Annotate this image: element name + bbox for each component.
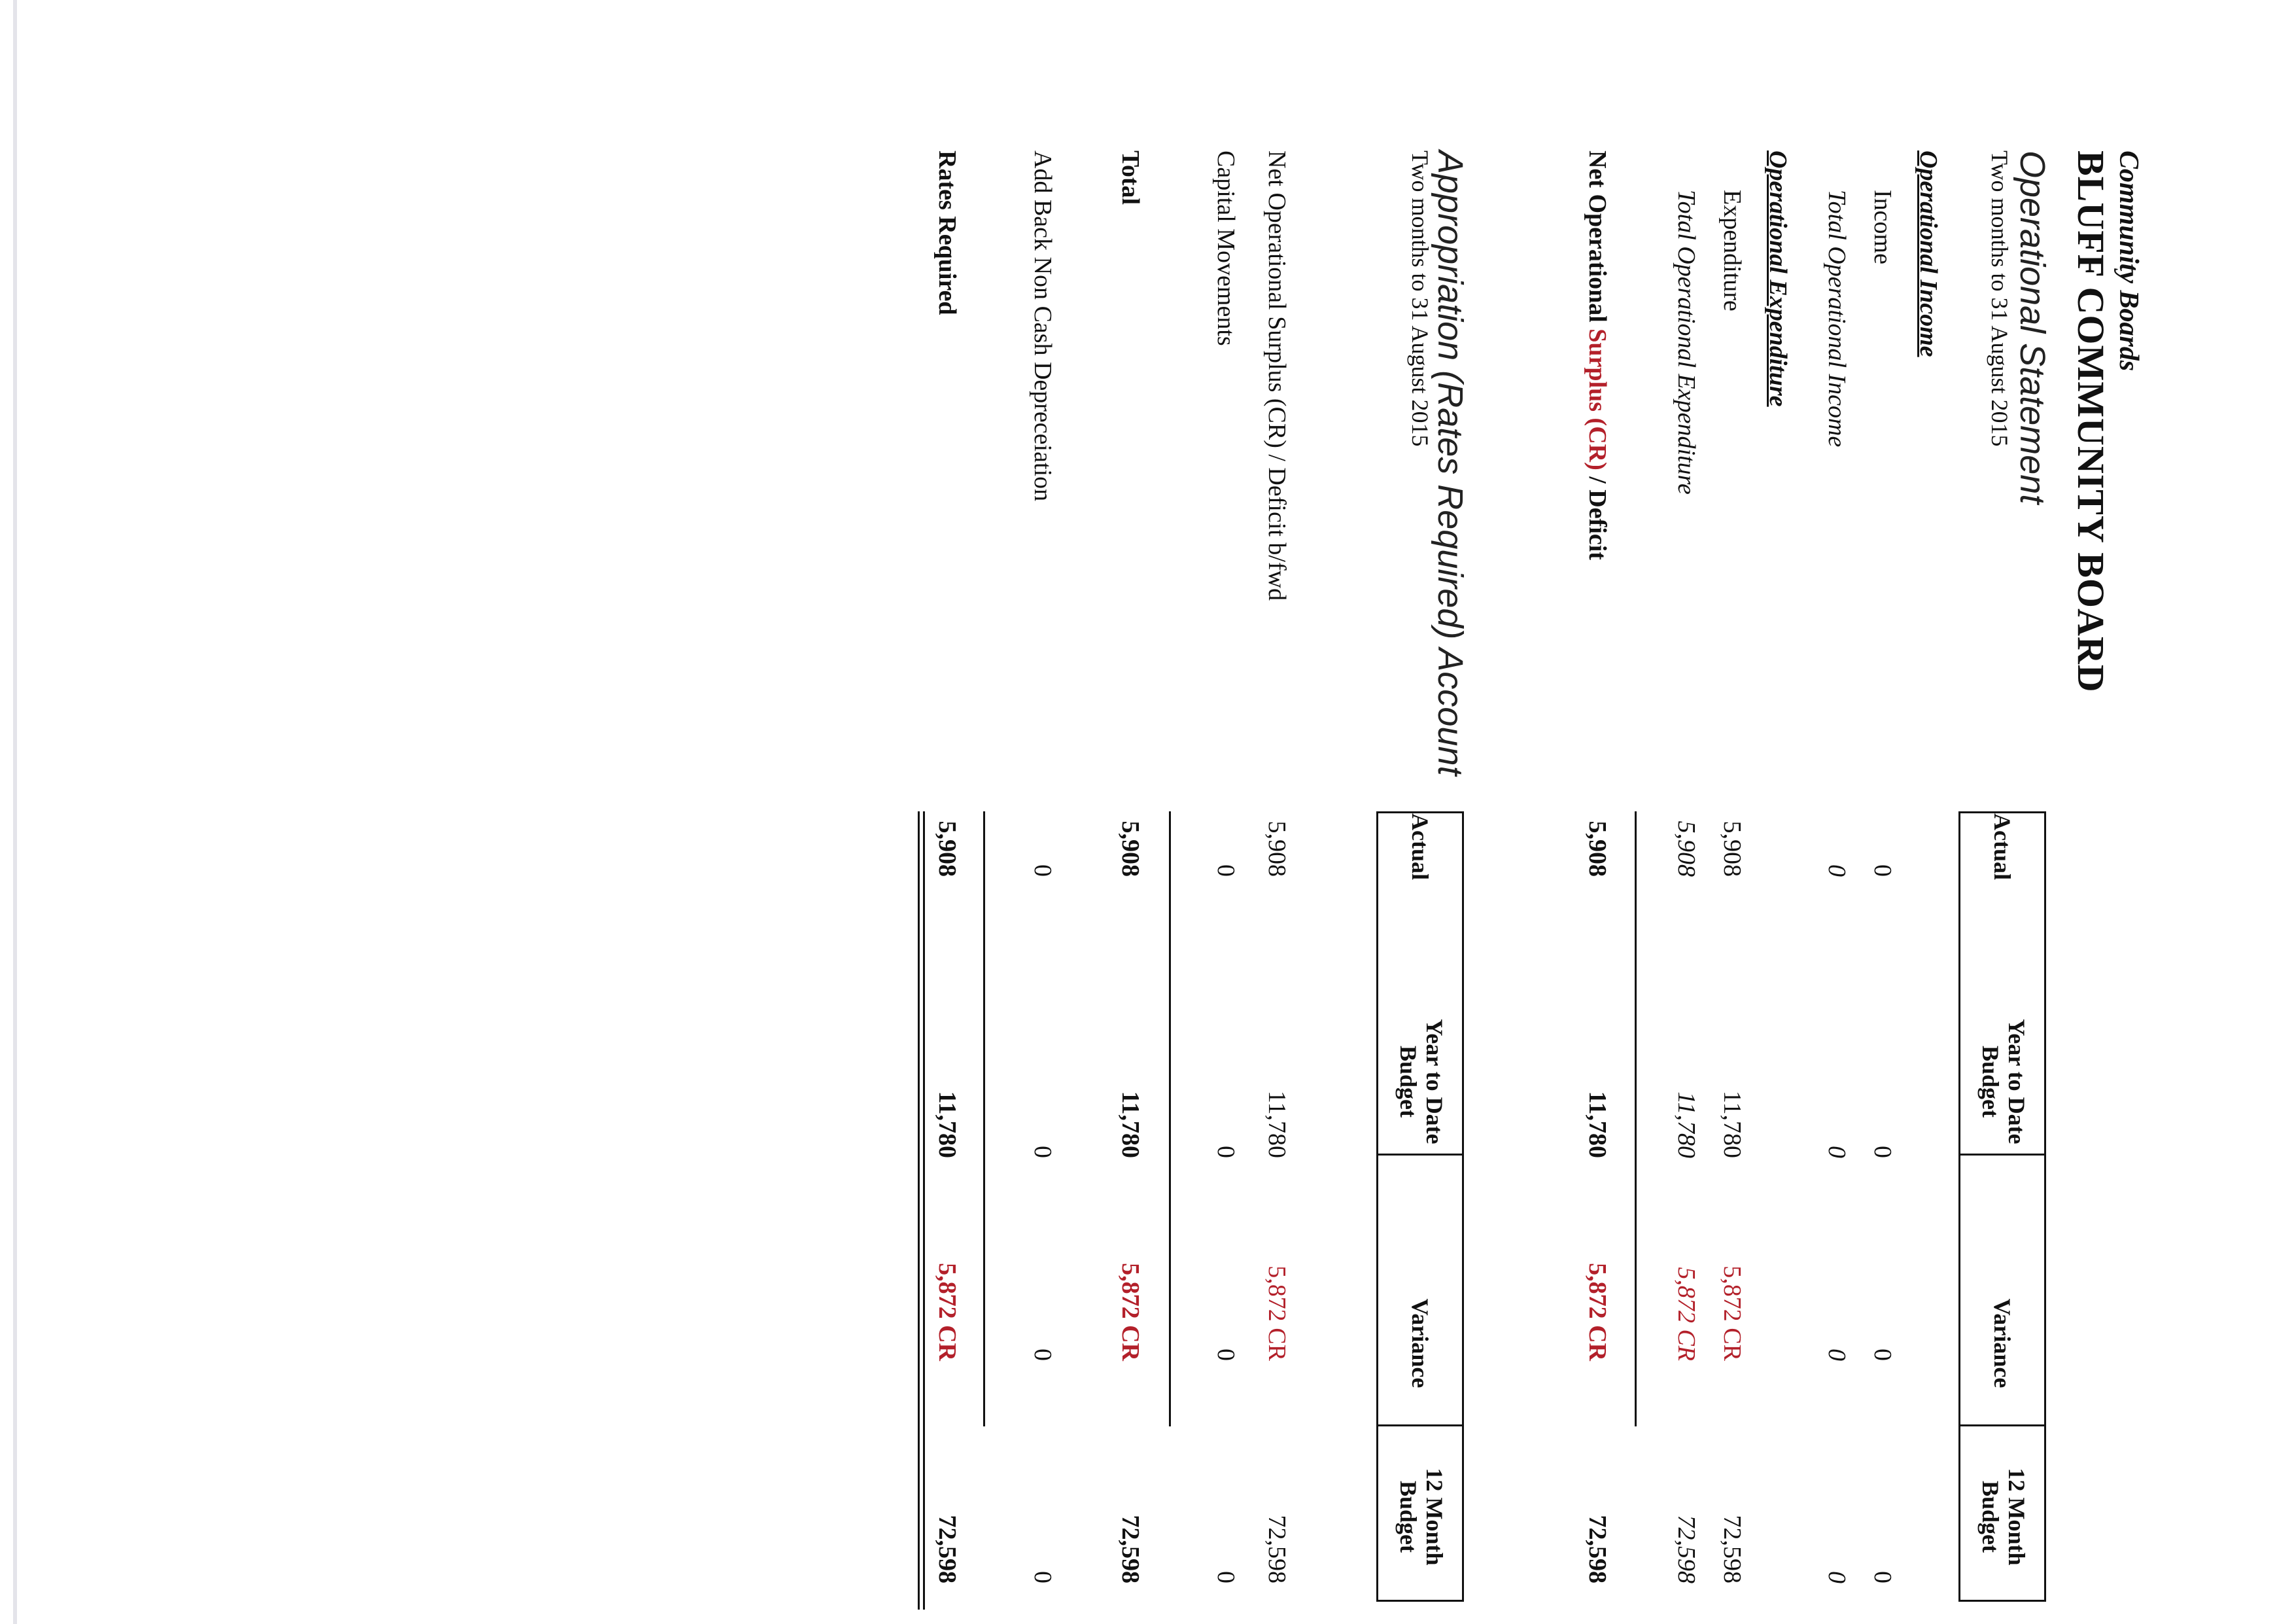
brand-title: Community Boards xyxy=(2113,150,2144,372)
col-header-actual: Actual xyxy=(1407,813,1433,880)
col-header-annual-line2: Budget xyxy=(1977,1480,2004,1553)
row-label-total-operational-income: Total Operational Income xyxy=(1823,190,1851,448)
total-top-rule xyxy=(1169,811,1171,1426)
cell-rates-budget: 11,780 xyxy=(933,1091,961,1158)
appropriation-column-header-box xyxy=(1376,811,1464,1602)
cell-total-income-variance: 0 xyxy=(1823,1349,1851,1361)
col-header-variance: Variance xyxy=(1989,1298,2015,1388)
col-header-12month-budget xyxy=(1977,1435,2030,1598)
row-label-expenditure: Expenditure xyxy=(1718,190,1746,311)
cell-total-actual: 5,908 xyxy=(1117,821,1144,877)
cell-capital-annual: 0 xyxy=(1212,1571,1240,1583)
cell-total-annual: 72,598 xyxy=(1117,1515,1144,1583)
cell-expenditure-budget: 11,780 xyxy=(1718,1090,1746,1158)
cell-total-income-annual: 0 xyxy=(1823,1571,1851,1583)
cell-expenditure-variance: 5,872 CR xyxy=(1718,1265,1746,1361)
cell-total-expenditure-budget: 11,780 xyxy=(1673,1091,1700,1158)
col-header-ytd-budget xyxy=(1977,997,2030,1167)
cell-total-income-budget: 0 xyxy=(1823,1146,1851,1158)
col-header-ytd-line2: Budget xyxy=(1395,1045,1421,1118)
net-label-surplus: Surplus (CR) xyxy=(1584,328,1611,470)
row-label-add-back-depreciation: Add Back Non Cash Depreceiation xyxy=(1029,150,1056,502)
cell-total-budget: 11,780 xyxy=(1117,1091,1144,1158)
cell-total-expenditure-annual: 72,598 xyxy=(1673,1515,1700,1583)
col-header-ytd-budget xyxy=(1395,997,1448,1167)
net-top-rule xyxy=(1635,811,1637,1426)
row-label-rates-required: Rates Required xyxy=(933,150,961,315)
appropriation-title: Appropriation (Rates Required) Account xyxy=(1431,150,1470,776)
cell-net-actual: 5,908 xyxy=(1584,821,1611,877)
cell-addback-annual: 0 xyxy=(1029,1571,1056,1583)
cell-income-actual: 0 xyxy=(1869,864,1896,877)
cell-addback-variance: 0 xyxy=(1029,1349,1056,1361)
operational-title: Operational Statement xyxy=(2013,150,2052,504)
cell-net-budget: 11,780 xyxy=(1584,1091,1611,1158)
appropriation-period: Two months to 31 August 2015 xyxy=(1407,150,1433,447)
net-label-prefix: Net Operational xyxy=(1584,150,1611,329)
row-label-income: Income xyxy=(1869,190,1896,264)
section-operational-expenditure: Operational Expenditure xyxy=(1764,150,1792,407)
col-header-annual-line1: 12 Month xyxy=(1421,1468,1448,1566)
col-header-ytd-line1: Year to Date xyxy=(2004,1019,2030,1144)
header-divider xyxy=(1378,1424,1462,1426)
cell-net-annual: 72,598 xyxy=(1584,1515,1611,1583)
cell-bfwd-actual: 5,908 xyxy=(1263,821,1291,877)
rates-top-rule xyxy=(983,811,985,1426)
row-label-capital-movements: Capital Movements xyxy=(1212,150,1240,346)
row-label-net-operational xyxy=(1583,150,1612,560)
rates-double-rule-2 xyxy=(918,811,920,1610)
cell-bfwd-budget: 11,780 xyxy=(1263,1090,1291,1158)
cell-capital-actual: 0 xyxy=(1212,864,1240,877)
header-divider xyxy=(1960,1424,2044,1426)
cell-income-annual: 0 xyxy=(1869,1571,1896,1583)
col-header-12month-budget xyxy=(1395,1435,1448,1598)
cell-total-expenditure-variance: 5,872 CR xyxy=(1673,1267,1700,1361)
row-label-bfwd: Net Operational Surplus (CR) / Deficit b/fwd xyxy=(1263,150,1291,601)
operational-period: Two months to 31 August 2015 xyxy=(1987,150,2013,447)
cell-income-budget: 0 xyxy=(1869,1146,1896,1158)
col-header-variance: Variance xyxy=(1407,1298,1433,1388)
col-header-ytd-line2: Budget xyxy=(1977,1045,2004,1118)
cell-expenditure-actual: 5,908 xyxy=(1718,821,1746,877)
cell-bfwd-variance: 5,872 CR xyxy=(1263,1265,1291,1361)
row-label-total: Total xyxy=(1117,150,1144,205)
cell-rates-actual: 5,908 xyxy=(933,821,961,877)
cell-bfwd-annual: 72,598 xyxy=(1263,1515,1291,1583)
cell-rates-variance: 5,872 CR xyxy=(933,1263,961,1361)
cell-capital-variance: 0 xyxy=(1212,1349,1240,1361)
col-header-ytd-line1: Year to Date xyxy=(1421,1019,1448,1144)
cell-income-variance: 0 xyxy=(1869,1349,1896,1361)
cell-expenditure-annual: 72,598 xyxy=(1718,1515,1746,1583)
row-label-total-operational-expenditure: Total Operational Expenditure xyxy=(1673,190,1700,495)
col-header-annual-line2: Budget xyxy=(1395,1480,1421,1553)
cell-addback-actual: 0 xyxy=(1029,864,1056,877)
board-title: BLUFF COMMUNITY BOARD xyxy=(2070,150,2112,693)
cell-addback-budget: 0 xyxy=(1029,1146,1056,1158)
operational-column-header-box xyxy=(1958,811,2046,1602)
net-label-deficit: / Deficit xyxy=(1584,470,1611,560)
cell-net-variance: 5,872 CR xyxy=(1584,1263,1611,1361)
cell-rates-annual: 72,598 xyxy=(933,1515,961,1583)
cell-total-expenditure-actual: 5,908 xyxy=(1673,821,1700,877)
cell-total-income-actual: 0 xyxy=(1823,864,1851,877)
col-header-actual: Actual xyxy=(1989,813,2015,880)
cell-capital-budget: 0 xyxy=(1212,1146,1240,1158)
col-header-annual-line1: 12 Month xyxy=(2004,1468,2030,1566)
section-operational-income: Operational Income xyxy=(1915,150,1942,357)
rates-double-rule-1 xyxy=(923,811,925,1610)
cell-total-variance: 5,872 CR xyxy=(1117,1263,1144,1361)
